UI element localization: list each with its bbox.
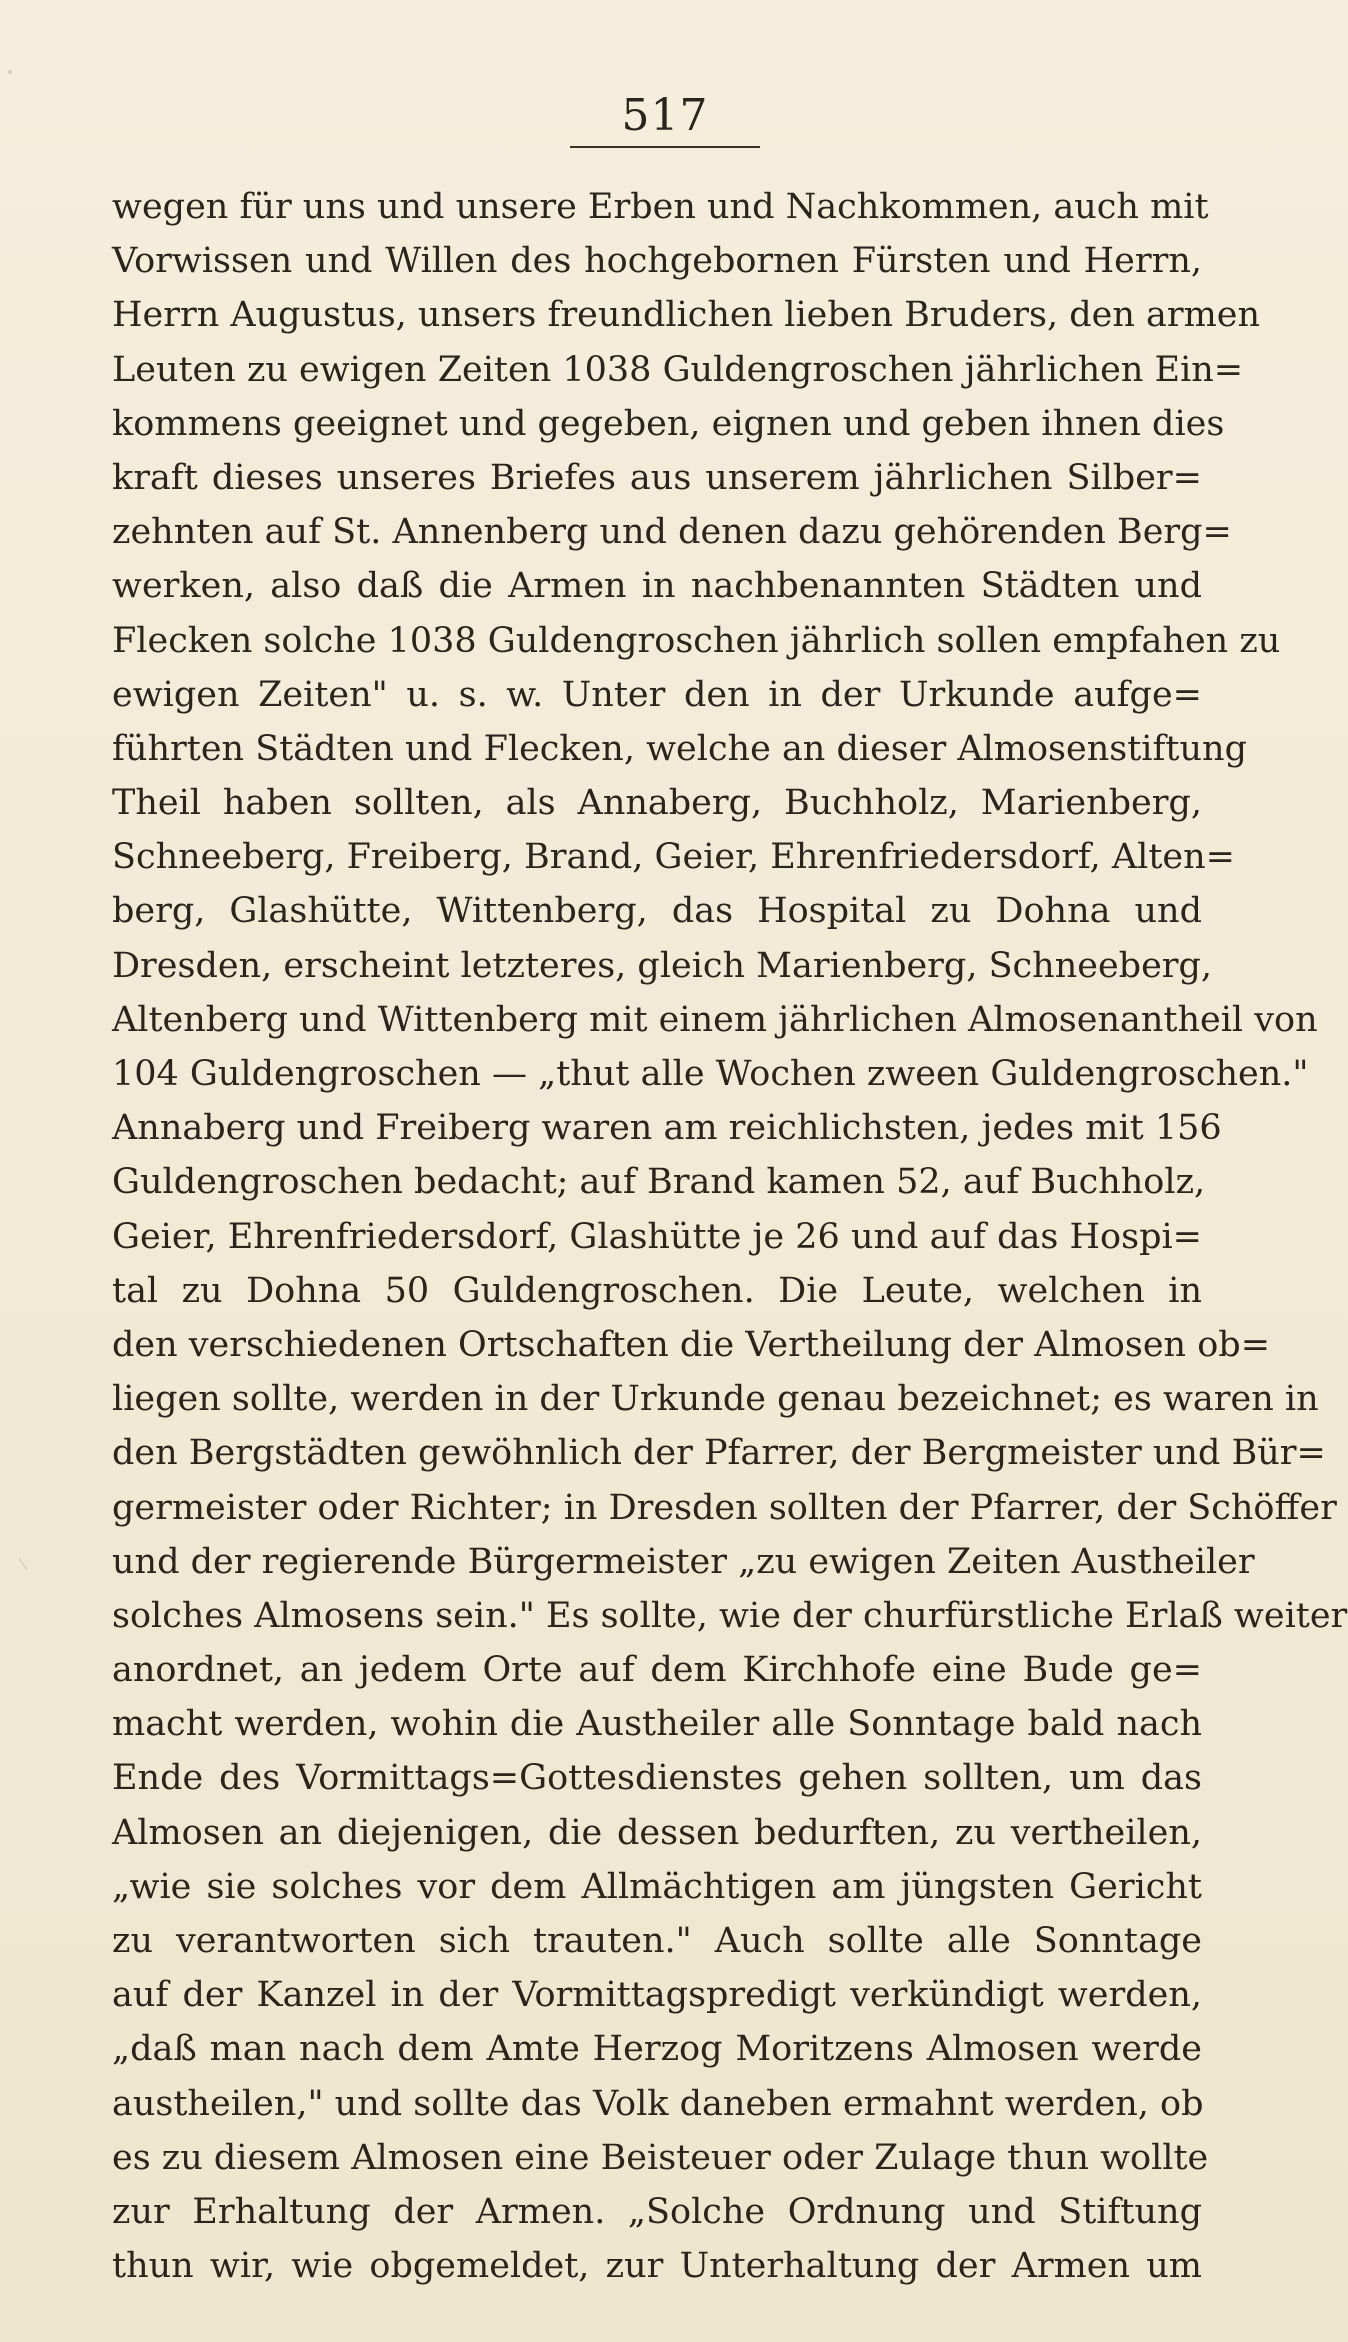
paper-speck [8,70,12,74]
text-line: Vorwissen und Willen des hochgebornen Fürsten und Herrn, [112,241,1202,282]
page-number-rule [570,146,760,148]
margin-mark [19,1554,34,1571]
text-line: Ende des Vormittags=Gottesdienstes gehen sollten, um das [112,1758,1202,1799]
text-line: Dresden, erscheint letzteres, gleich Marienberg, Schneeberg, [112,945,1213,986]
text-line: führten Städten und Flecken, welche an dieser Almosenstiftung [112,728,1247,769]
text-line: auf der Kanzel in der Vormittagspredigt verkündigt werden, [112,1975,1202,2016]
text-line: Herrn Augustus, unsers freundlichen lieben Bruders, den armen [112,295,1261,336]
text-line: berg, Glashütte, Wittenberg, das Hospital zu Dohna und [112,891,1202,932]
text-line: zehnten auf St. Annenberg und denen dazu gehörenden Berg= [112,512,1232,553]
text-line: „wie sie solches vor dem Allmächtigen am jüngsten Gericht [112,1866,1202,1907]
text-line: Altenberg und Wittenberg mit einem jährlichen Almosenantheil von [112,999,1318,1040]
text-line: ewigen Zeiten" u. s. w. Unter den in der Urkunde aufge= [112,674,1202,715]
text-line: 104 Guldengroschen — „thut alle Wochen zween Guldengroschen." [112,1054,1309,1094]
text-line: kraft dieses unseres Briefes aus unserem jährlichen Silber= [112,457,1202,498]
text-line: Theil haben sollten, als Annaberg, Buchholz, Marienberg, [112,783,1202,824]
text-line: tal zu Dohna 50 Guldengroschen. Die Leute, welchen in [112,1270,1202,1311]
page-number: 517 [621,90,709,141]
text-line: werken, also daß die Armen in nachbenannten Städten und [112,566,1202,607]
text-line: Annaberg und Freiberg waren am reichlichsten, jedes mit 156 [112,1108,1222,1149]
text-line: solches Almosens sein." Es sollte, wie der churfürstliche Erlaß weiter [112,1595,1348,1636]
text-line: es zu diesem Almosen eine Beisteuer oder Zulage thun wollte [112,2137,1209,2178]
text-line: kommens geeignet und gegeben, eignen und geben ihnen dies [112,403,1225,444]
text-line: macht werden, wohin die Austheiler alle Sonntage bald nach [112,1704,1202,1745]
text-line: zur Erhaltung der Armen. „Solche Ordnung und Stiftung [112,2191,1202,2232]
text-line: thun wir, wie obgemeldet, zur Unterhaltung der Armen um [112,2246,1202,2287]
text-line: den verschiedenen Ortschaften die Vertheilung der Almosen ob= [112,1324,1271,1365]
text-line: wegen für uns und unsere Erben und Nachkommen, auch mit [112,187,1209,227]
text-line: und der regierende Bürgermeister „zu ewigen Zeiten Austheiler [112,1541,1255,1582]
text-line: austheilen," und sollte das Volk daneben ermahnt werden, ob [112,2083,1204,2124]
text-line: liegen sollte, werden in der Urkunde genau bezeichnet; es waren in [112,1379,1319,1420]
text-line: Guldengroschen bedacht; auf Brand kamen 52, auf Buchholz, [112,1162,1206,1203]
text-line: Almosen an diejenigen, die dessen bedurften, zu vertheilen, [112,1812,1202,1853]
text-line: Flecken solche 1038 Guldengroschen jährlich sollen empfahen zu [112,620,1281,661]
body-text [112,180,1348,2293]
text-line: „daß man nach dem Amte Herzog Moritzens Almosen werde [112,2029,1202,2070]
text-line: anordnet, an jedem Orte auf dem Kirchhofe eine Bude ge= [112,1650,1202,1691]
text-line: Geier, Ehrenfriedersdorf, Glashütte je 26 und auf das Hospi= [112,1216,1202,1257]
text-line: den Bergstädten gewöhnlich der Pfarrer, der Bergmeister und Bür= [112,1433,1326,1474]
text-line: zu verantworten sich trauten." Auch sollte alle Sonntage [112,1921,1202,1961]
text-line: Schneeberg, Freiberg, Brand, Geier, Ehrenfriedersdorf, Alten= [112,837,1236,878]
text-line: germeister oder Richter; in Dresden sollten der Pfarrer, der Schöffer [112,1487,1337,1528]
text-line: Leuten zu ewigen Zeiten 1038 Guldengroschen jährlichen Ein= [112,349,1244,390]
